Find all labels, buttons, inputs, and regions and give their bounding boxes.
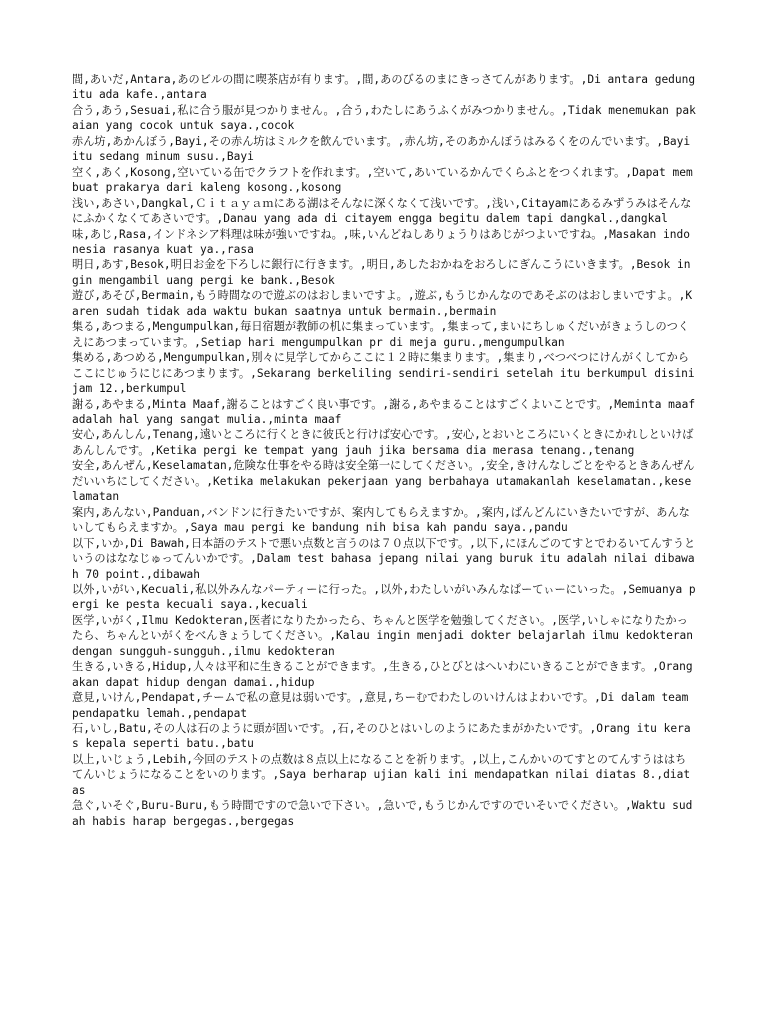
vocab-entry-lebih: 以上,いじょう,Lebih,今回のテストの点数は８点以上になることを祈ります。,以上,こんかいのてすとのてんすうははちてんいじょうになることをいのります。,Saya berharap ujian kali ini mendapatkan nilai diatas 8.,diatas (72, 752, 691, 797)
vocab-entry-pendapat: 意見,いけん,Pendapat,チームで私の意見は弱いです。,意見,ちーむでわたしのいけんはよわいです。,Di dalam team pendapatku lemah.,pendapat (72, 691, 689, 720)
vocab-entry-dangkal: 浅い,あさい,Dangkal,Ｃｉｔａｙａｍにある湖はそんなに深くなくて浅いです。,浅い,Citayamにあるみずうみはそんなにふかくなくてあさいです。,Danau yang ada di citayem engga begitu dalem tapi dangkal.,dangkal (72, 196, 692, 226)
vocab-entry-antara: 間,あいだ,Antara,あのビルの間に喫茶店が有ります。,間,あのびるのまにきっさてんがあります。,Di antara gedung itu ada kafe.,antara (72, 73, 696, 102)
vocab-entry-kecuali: 以外,いがい,Kecuali,私以外みんなパーティーに行った。,以外,わたしいがいみんなぱーてぃーにいった。,Semuanya pergi ke pesta kecuali saya.,kecuali (72, 582, 696, 612)
vocab-entry-keselamatan: 安全,あんぜん,Keselamatan,危険な仕事をやる時は安全第一にしてください。,安全,きけんなしごとをやるときあんぜんだいいちにしてください。,Ketika melakukan pekerjaan yang berbahaya utamakanlah keselamatan.,keselamatan (72, 459, 695, 504)
vocab-entry-rasa: 味,あじ,Rasa,インドネシア料理は味が強いですね。,味,いんどねしありょうりはあじがつよいですね。,Masakan indonesia rasanya kuat ya.,rasa (72, 227, 690, 256)
vocab-entry-mengumpulkan: 集る,あつまる,Mengumpulkan,毎日宿題が教師の机に集まっています。,集まって,まいにちしゅくだいがきょうしのつくえにあつまっています。,Setiap hari mengumpulkan pr di meja guru.,mengumpulkan (72, 320, 690, 349)
vocab-entry-besok: 明日,あす,Besok,明日お金を下ろしに銀行に行きます。,明日,あしたおかねをおろしにぎんこうにいきます。,Besok ingin mengambil uang pergi ke bank.,Besok (72, 258, 691, 287)
vocab-entry-hidup: 生きる,いきる,Hidup,人々は平和に生きることができます。,生きる,ひとびとはへいわにいきることができます。,Orang akan dapat hidup dengan damai.,hidup (72, 660, 693, 689)
vocab-entry-di-bawah: 以下,いか,Di Bawah,日本語のテストで悪い点数と言うのは７０点以下です。,以下,にほんごのてすとでわるいてんすうというのはななじゅってんいかです。,Dalam test bahasa jepang nilai yang buruk itu adalah nilai dibawah 70 point.,dibawah (72, 536, 696, 581)
vocab-entry-berkumpul: 集める,あつめる,Mengumpulkan,別々に見学してからここに１２時に集まります。,集まり,べつべつにけんがくしてからここにじゅうにじにあつまります。,Sekarang berkeliling sendiri-sendiri setelah itu berkumpul disini jam 12.,berkumpul (72, 351, 695, 396)
vocabulary-list (72, 72, 696, 829)
vocab-entry-panduan: 案内,あんない,Panduan,バンドンに行きたいですが、案内してもらえますか。,案内,ばんどんにいきたいですが、あんないしてもらえますか。,Saya mau pergi ke bandung nih bisa kah pandu saya.,pandu (72, 505, 690, 535)
vocab-entry-buru-buru: 急ぐ,いそぐ,Buru-Buru,もう時間ですので急いで下さい。,急いで,もうじかんですのでいそいでください。,Waktu sudah habis harap bergegas.,bergegas (72, 799, 693, 828)
vocab-entry-bayi: 赤ん坊,あかんぼう,Bayi,その赤ん坊はミルクを飲んでいます。,赤ん坊,そのあかんぼうはみるくをのんでいます。,Bayi itu sedang minum susu.,Bayi (72, 134, 691, 164)
vocab-entry-minta-maaf: 謝る,あやまる,Minta Maaf,謝ることはすごく良い事です。,謝る,あやまることはすごくよいことです。,Meminta maaf adalah hal yang sangat mulia.,minta maaf (72, 397, 696, 426)
vocab-entry-bermain: 遊び,あそび,Bermain,もう時間なので遊ぶのはおしまいですよ。,遊ぶ,もうじかんなのであそぶのはおしまいですよ。,Karen sudah tidak ada waktu bukan saatnya untuk bermain.,bermain (72, 289, 693, 318)
vocab-entry-ilmu-kedokteran: 医学,いがく,Ilmu Kedokteran,医者になりたかったら、ちゃんと医学を勉強してください。,医学,いしゃになりたかったら、ちゃんといがくをべんきょうしてください。,Kalau ingin menjadi dokter belajarlah ilmu kedokteran dengan sungguh-sungguh.,ilmu kedokteran (72, 613, 694, 658)
vocab-entry-sesuai: 合う,あう,Sesuai,私に合う服が見つかりません。,合う,わたしにあうふくがみつかりません。,Tidak menemukan pakaian yang cocok untuk saya.,cocok (72, 103, 696, 133)
vocab-entry-kosong: 空く,あく,Kosong,空いている缶でクラフトを作れます。,空いて,あいているかんでくらふとをつくれます。,Dapat membuat prakarya dari kaleng kosong.,kosong (72, 165, 693, 195)
vocab-entry-batu: 石,いし,Batu,その人は石のように頭が固いです。,石,そのひとはいしのようにあたまがかたいです。,Orang itu keras kepala seperti batu.,batu (72, 722, 691, 751)
vocab-entry-tenang: 安心,あんしん,Tenang,遠いところに行くときに彼氏と行けば安心です。,安心,とおいところにいくときにかれしといけばあんしんです。,Ketika pergi ke tempat yang jauh jika bersama dia merasa tenang.,tenang (72, 428, 694, 457)
